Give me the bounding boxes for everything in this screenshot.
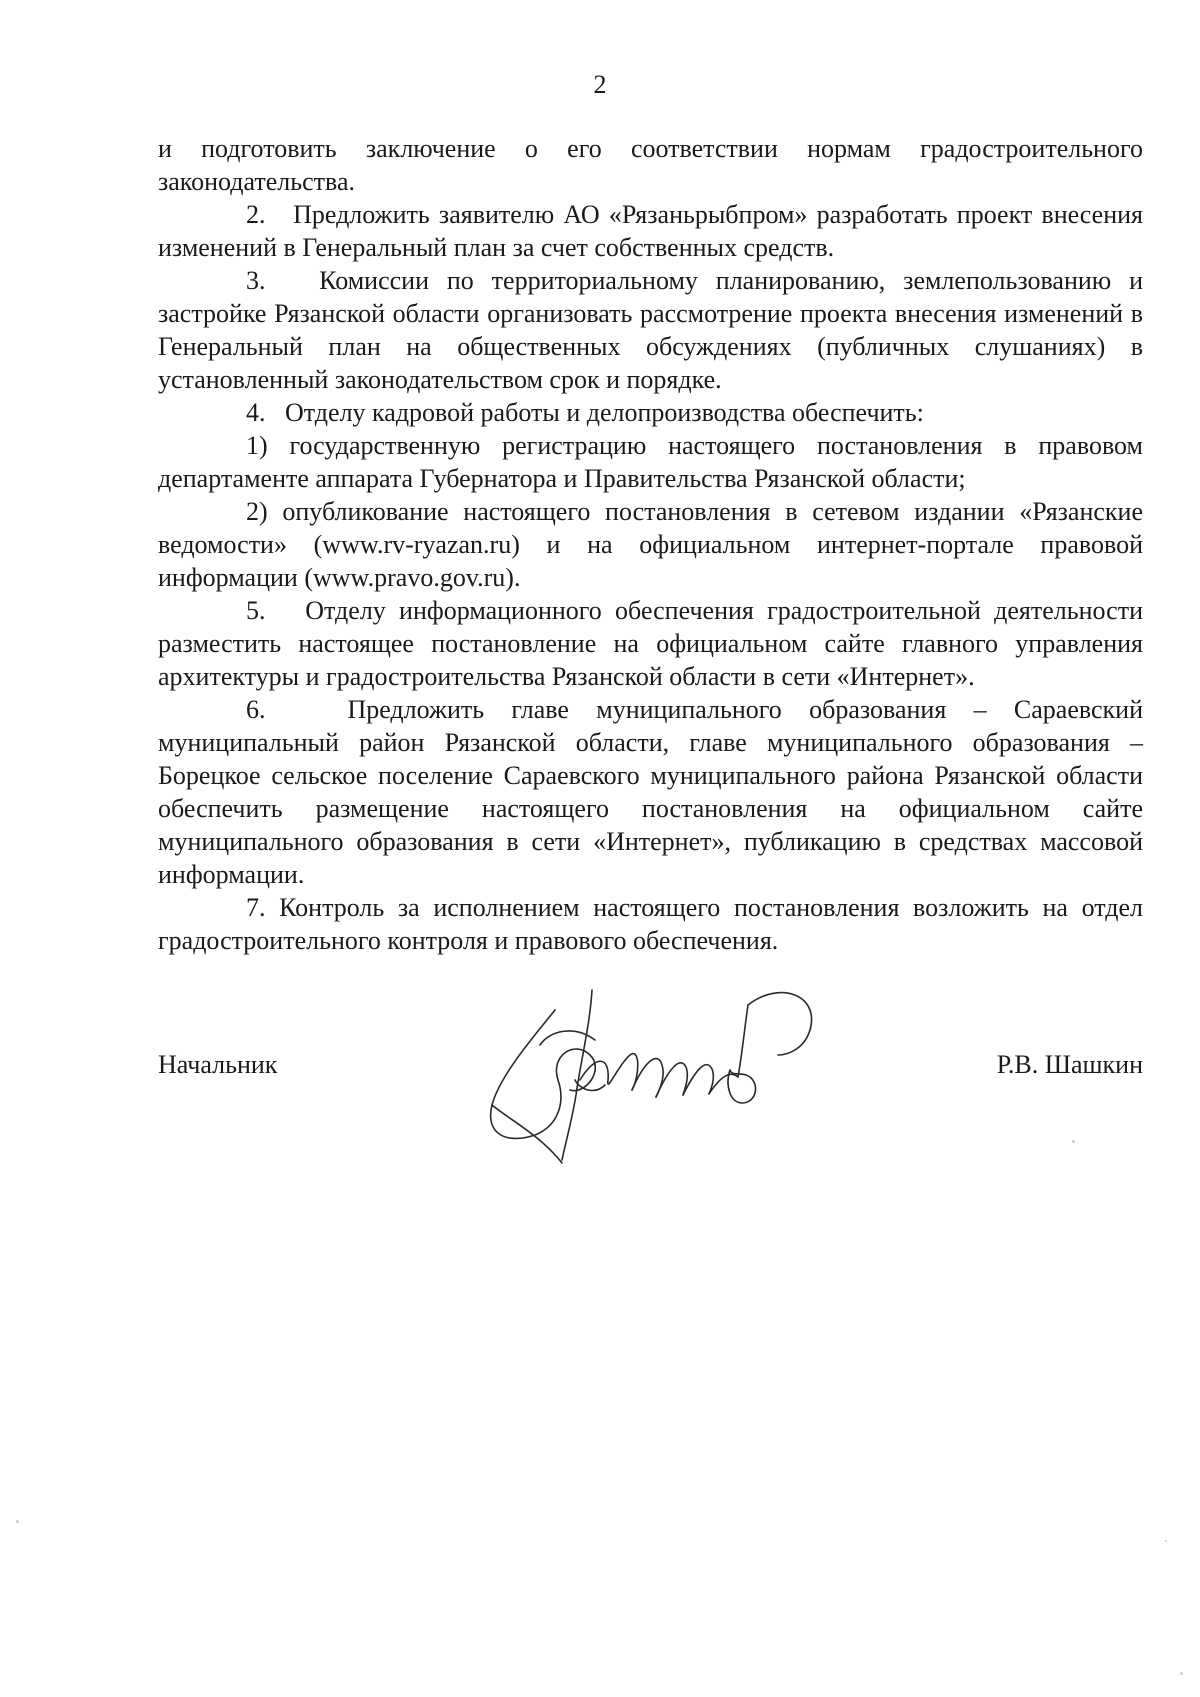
document-body bbox=[158, 132, 1143, 957]
handwritten-signature bbox=[480, 985, 880, 1185]
page-number: 2 bbox=[593, 70, 607, 99]
scan-speck bbox=[16, 1520, 19, 1523]
paragraph-item-4-1: 1) государственную регистрацию настоящего постановления в правовом департаменте аппарата Губернатора и Правительства Рязанской области; bbox=[158, 431, 1143, 493]
scan-speck bbox=[1072, 1140, 1075, 1143]
paragraph-item-2: 2. Предложить заявителю АО «Рязаньрыбпром» разработать проект внесения изменений в Генеральный план за счет собственных средств. bbox=[158, 200, 1143, 262]
paragraph-item-5: 5. Отделу информационного обеспечения градостроительной деятельности разместить настоящее постановление на официальном сайте главного управления архитектуры и градостроительства Рязанской области в сети «Интернет». bbox=[158, 596, 1143, 691]
signer-position: Начальник bbox=[158, 1050, 278, 1079]
paragraph-item-4-2: 2) опубликование настоящего постановления в сетевом издании «Рязанские ведомости» (www.rv-ryazan.ru) и на официальном интернет-портале правовой информации (www.pravo.gov.ru). bbox=[158, 497, 1143, 592]
signer-name: Р.В. Шашкин bbox=[996, 1050, 1143, 1079]
paragraph-item-4: 4. Отделу кадровой работы и делопроизводства обеспечить: bbox=[246, 398, 924, 427]
paragraph-item-7: 7. Контроль за исполнением настоящего постановления возложить на отдел градостроительного контроля и правового обеспечения. bbox=[158, 893, 1143, 955]
scan-speck bbox=[1165, 1540, 1167, 1542]
paragraph-item-3: 3. Комиссии по территориальному планированию, землепользованию и застройке Рязанской области организовать рассмотрение проекта внесения изменений в Генеральный план на общественных обсуждениях (публичных слушаниях) в установленный законодательством срок и порядке. bbox=[158, 266, 1143, 394]
paragraph-item-6: 6. Предложить главе муниципального образования – Сараевский муниципальный район Рязанской области, главе муниципального образования – Борецкое сельское поселение Сараевского муниципального района Рязанской области обеспечить размещение настоящего постановления на официальном сайте муниципального образования в сети «Интернет», публикацию в средствах массовой информации. bbox=[158, 695, 1143, 889]
paragraph-intro: и подготовить заключение о его соответствии нормам градостроительного законодательства. bbox=[158, 134, 1143, 196]
scan-speck bbox=[1180, 1672, 1183, 1675]
